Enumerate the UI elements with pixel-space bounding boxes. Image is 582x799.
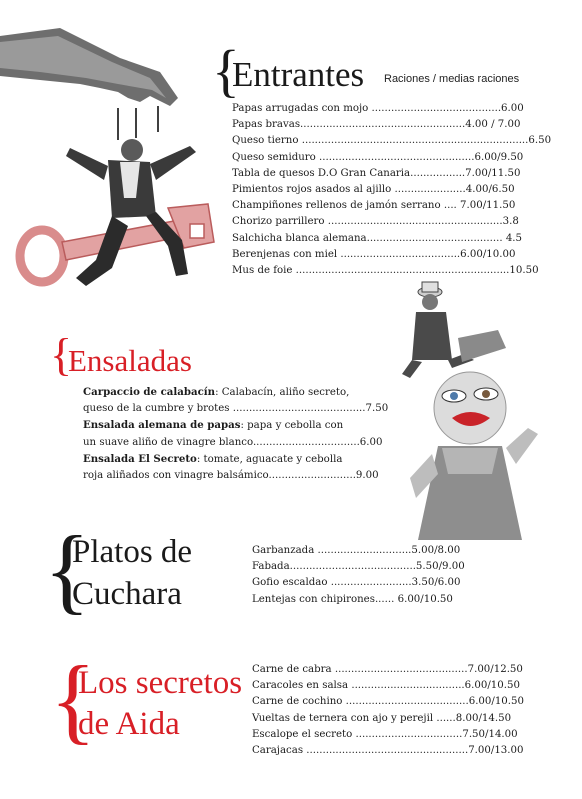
list-item	[83, 417, 388, 434]
item-desc: : papa y cebolla con	[240, 420, 344, 432]
list-item	[83, 451, 388, 468]
list-item: Gofio escaldao .........................3.50/6.00	[252, 577, 461, 589]
list-item: Champiñones rellenos de jamón serrano .... 7.00/11.50	[232, 200, 516, 212]
list-item: Papas bravas...................................................4.00 / 7.00	[232, 119, 521, 131]
ensaladas-title: Ensaladas	[68, 343, 192, 378]
entrantes-brace: {	[212, 38, 240, 103]
list-item: Vueltas de ternera con ajo y perejil ......8.00/14.50	[252, 712, 512, 724]
ensaladas-brace: {	[50, 329, 73, 380]
ensaladas-list	[83, 384, 388, 484]
item-desc: : tomate, aguacate y cebolla	[196, 453, 343, 465]
list-item: Carne de cabra .........................................7.00/12.50	[252, 664, 523, 675]
secretos-title-line2: de Aida	[78, 706, 180, 742]
list-item: roja aliñados con vinagre balsámico...........................9.00	[83, 470, 379, 482]
puppet-key-collage	[0, 28, 222, 310]
list-item: Caracoles en salsa ...................................6.00/10.50	[252, 680, 520, 692]
entrantes-subtitle: Raciones / medias raciones	[384, 73, 520, 85]
list-item: Mus de foie ..................................................................10.50	[232, 265, 539, 277]
list-item: Escalope el secreto .................................7.50/14.00	[252, 728, 518, 740]
list-item: Queso tierno ......................................................................6.50	[232, 135, 552, 147]
list-item: queso de la cumbre y brotes .........................................7.50	[83, 403, 389, 415]
list-item	[83, 384, 388, 401]
entrantes-list	[232, 101, 551, 279]
list-item: un suave aliño de vinagre blanco.................................6.00	[83, 436, 383, 448]
entrantes-title: Entrantes	[232, 55, 365, 94]
item-name: Ensalada alemana de papas	[83, 419, 241, 432]
item-name: Ensalada El Secreto	[83, 452, 197, 465]
list-item: Carne de cochino ......................................6.00/10.50	[252, 696, 524, 708]
list-item: Chorizo parrillero ......................................................3.8	[232, 216, 519, 228]
list-item: Salchicha blanca alemana.......................................... 4.5	[232, 232, 523, 244]
secretos-list	[252, 662, 524, 759]
platos-list	[252, 543, 465, 608]
list-item: Tabla de quesos D.O Gran Canaria.................7.00/11.50	[232, 167, 521, 179]
platos-title-line1: Platos de	[72, 534, 193, 570]
list-item: Pimientos rojos asados al ajillo ......................4.00/6.50	[232, 184, 515, 196]
list-item: Carajacas ..................................................7.00/13.00	[252, 745, 524, 757]
secretos-title-line1: Los secretos	[78, 665, 243, 701]
platos-title-line2: Cuchara	[72, 576, 182, 612]
list-item: Queso semiduro ................................................6.00/9.50	[232, 151, 524, 163]
woman-collage	[402, 278, 542, 540]
secretos-brace: {	[50, 646, 97, 753]
list-item: Berenjenas con miel .....................................6.00/10.00	[232, 248, 516, 260]
list-item: Papas arrugadas con mojo ........................................6.00	[232, 103, 524, 114]
list-item: Garbanzada .............................5.00/8.00	[252, 545, 461, 556]
list-item: Lentejas con chipirones...... 6.00/10.50	[252, 593, 453, 605]
list-item: Fabada.......................................5.50/9.00	[252, 561, 465, 573]
item-desc: : Calabacín, aliño secreto,	[215, 387, 350, 398]
item-name: Carpaccio de calabacín	[83, 386, 216, 398]
platos-brace: {	[44, 516, 91, 623]
